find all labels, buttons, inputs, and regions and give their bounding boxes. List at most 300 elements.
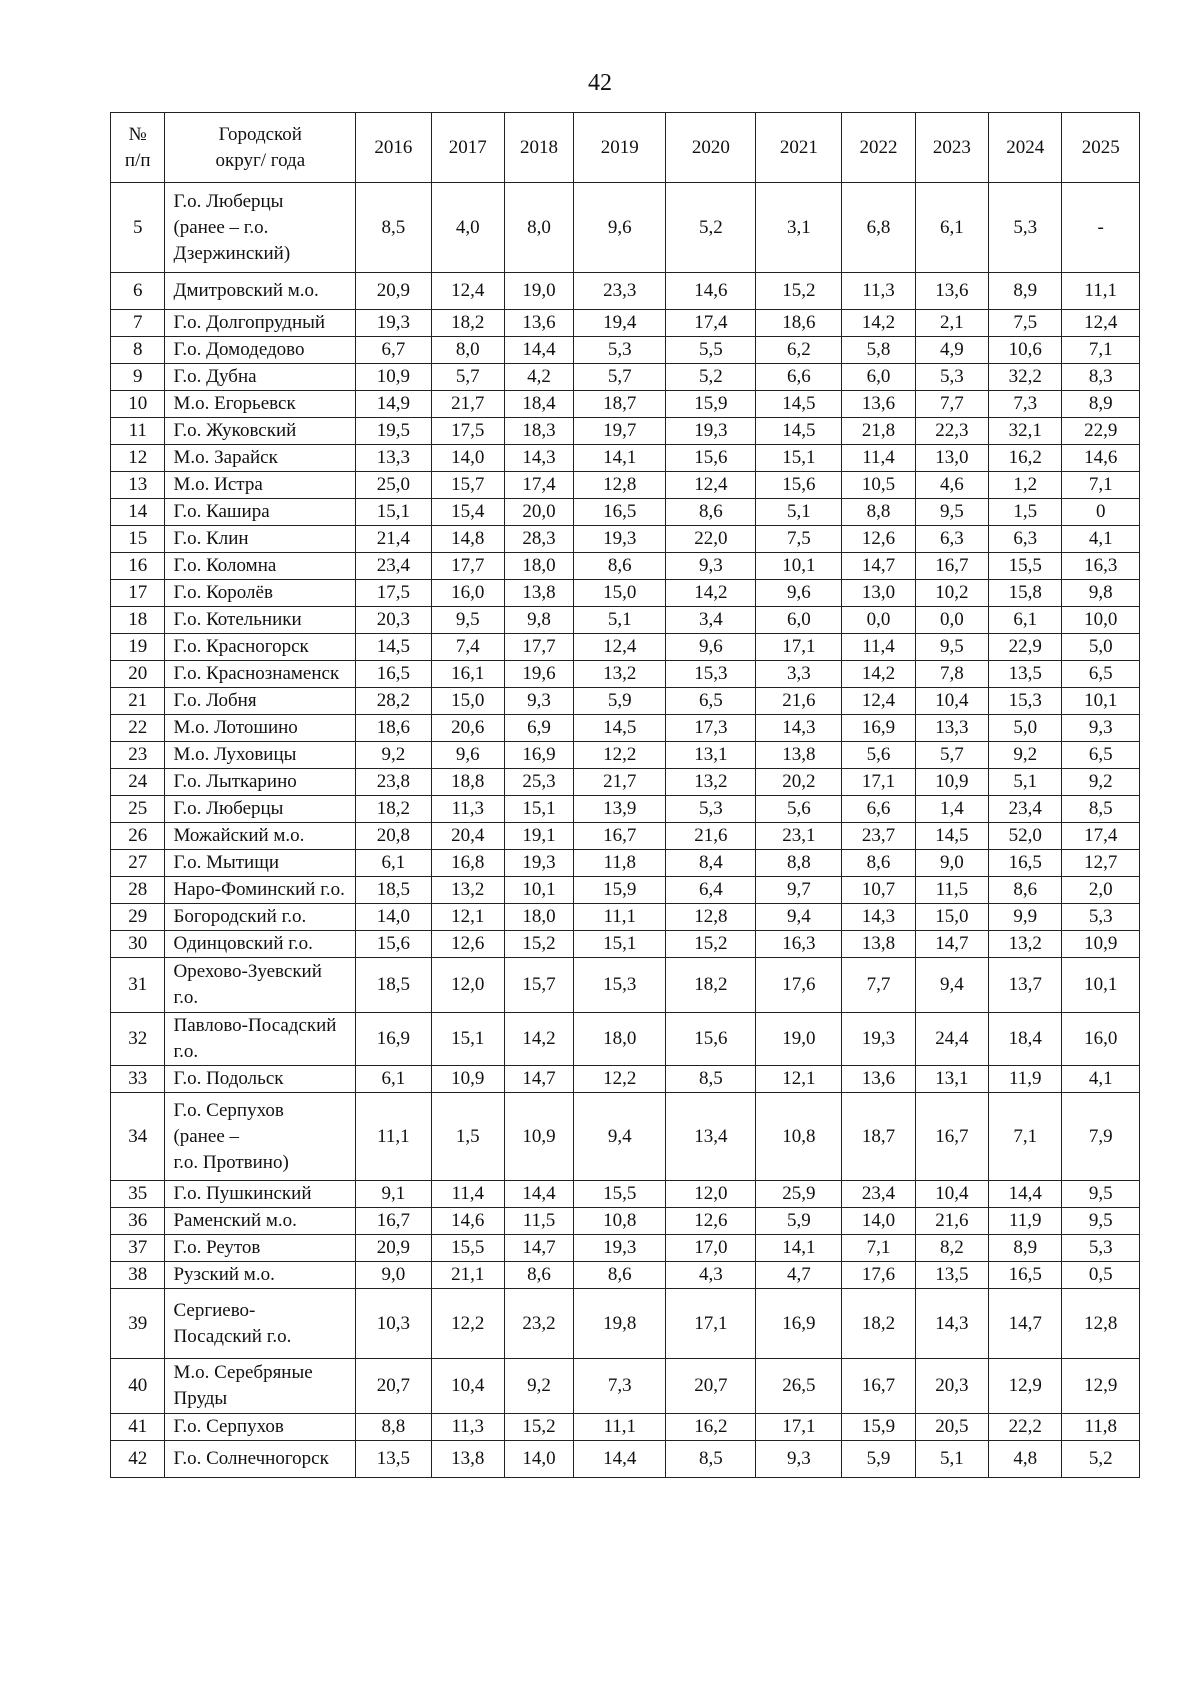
- value-cell: 13,2: [666, 769, 756, 796]
- district-name: Г.о. Люберцы (ранее – г.о. Дзержинский): [165, 183, 356, 273]
- value-cell: 15,9: [842, 1414, 915, 1441]
- value-cell: 14,2: [504, 1013, 573, 1066]
- header-year: 2019: [574, 113, 666, 183]
- row-number: 12: [111, 445, 165, 472]
- value-cell: 19,0: [756, 1013, 842, 1066]
- value-cell: 5,7: [574, 364, 666, 391]
- value-cell: 17,1: [756, 1414, 842, 1441]
- table-row: [111, 1181, 1140, 1208]
- value-cell: 14,4: [989, 1181, 1062, 1208]
- table-row: [111, 472, 1140, 499]
- value-cell: 15,8: [989, 580, 1062, 607]
- row-number: 38: [111, 1262, 165, 1289]
- value-cell: 15,3: [574, 958, 666, 1013]
- row-number: 10: [111, 391, 165, 418]
- table-row: [111, 1013, 1140, 1066]
- value-cell: 15,2: [504, 1414, 573, 1441]
- district-name: Г.о. Пушкинский: [165, 1181, 356, 1208]
- row-number: 8: [111, 337, 165, 364]
- header-year: 2024: [989, 113, 1062, 183]
- table-row: [111, 1093, 1140, 1181]
- value-cell: 11,9: [989, 1208, 1062, 1235]
- district-name: Г.о. Дубна: [165, 364, 356, 391]
- value-cell: 5,1: [989, 769, 1062, 796]
- row-number: 32: [111, 1013, 165, 1066]
- value-cell: 15,7: [431, 472, 504, 499]
- value-cell: 14,5: [574, 715, 666, 742]
- row-number: 25: [111, 796, 165, 823]
- value-cell: 6,5: [1062, 661, 1140, 688]
- value-cell: 18,2: [666, 958, 756, 1013]
- value-cell: 22,9: [989, 634, 1062, 661]
- value-cell: 16,7: [915, 1093, 988, 1181]
- value-cell: 19,6: [504, 661, 573, 688]
- value-cell: 12,2: [431, 1289, 504, 1359]
- value-cell: 10,8: [756, 1093, 842, 1181]
- value-cell: 9,3: [504, 688, 573, 715]
- row-number: 7: [111, 310, 165, 337]
- district-name: Г.о. Серпухов: [165, 1414, 356, 1441]
- table-row: [111, 715, 1140, 742]
- row-number: 11: [111, 418, 165, 445]
- value-cell: 15,3: [666, 661, 756, 688]
- table-row: [111, 904, 1140, 931]
- value-cell: 7,1: [1062, 337, 1140, 364]
- value-cell: 14,0: [504, 1441, 573, 1478]
- value-cell: 10,0: [1062, 607, 1140, 634]
- value-cell: 10,5: [842, 472, 915, 499]
- district-name: Богородский г.о.: [165, 904, 356, 931]
- value-cell: 6,6: [842, 796, 915, 823]
- table-row: [111, 688, 1140, 715]
- value-cell: 19,3: [666, 418, 756, 445]
- value-cell: 6,1: [356, 850, 431, 877]
- value-cell: 9,2: [989, 742, 1062, 769]
- value-cell: 12,4: [666, 472, 756, 499]
- value-cell: 17,5: [431, 418, 504, 445]
- header-year: 2018: [504, 113, 573, 183]
- row-number: 16: [111, 553, 165, 580]
- value-cell: 16,7: [915, 553, 988, 580]
- value-cell: 14,3: [504, 445, 573, 472]
- value-cell: 14,8: [431, 526, 504, 553]
- value-cell: 4,7: [756, 1262, 842, 1289]
- value-cell: 14,1: [574, 445, 666, 472]
- value-cell: 32,2: [989, 364, 1062, 391]
- row-number: 15: [111, 526, 165, 553]
- value-cell: 10,8: [574, 1208, 666, 1235]
- value-cell: 17,1: [842, 769, 915, 796]
- district-name: Сергиево- Посадский г.о.: [165, 1289, 356, 1359]
- value-cell: 15,1: [756, 445, 842, 472]
- value-cell: 25,0: [356, 472, 431, 499]
- value-cell: 23,4: [356, 553, 431, 580]
- value-cell: 6,5: [666, 688, 756, 715]
- value-cell: 22,0: [666, 526, 756, 553]
- value-cell: 12,4: [842, 688, 915, 715]
- value-cell: 7,3: [989, 391, 1062, 418]
- value-cell: 13,2: [574, 661, 666, 688]
- row-number: 14: [111, 499, 165, 526]
- district-name: Г.о. Серпухов (ранее – г.о. Протвино): [165, 1093, 356, 1181]
- value-cell: 10,4: [915, 688, 988, 715]
- district-name: Г.о. Коломна: [165, 553, 356, 580]
- table-row: [111, 418, 1140, 445]
- value-cell: 15,5: [989, 553, 1062, 580]
- value-cell: 17,3: [666, 715, 756, 742]
- header-year: 2022: [842, 113, 915, 183]
- value-cell: 8,5: [356, 183, 431, 273]
- value-cell: 9,5: [1062, 1208, 1140, 1235]
- value-cell: 17,4: [504, 472, 573, 499]
- value-cell: 18,7: [574, 391, 666, 418]
- value-cell: 18,5: [356, 958, 431, 1013]
- value-cell: 14,5: [756, 391, 842, 418]
- value-cell: 7,4: [431, 634, 504, 661]
- value-cell: 28,2: [356, 688, 431, 715]
- value-cell: 19,7: [574, 418, 666, 445]
- value-cell: 0,0: [842, 607, 915, 634]
- value-cell: 10,1: [756, 553, 842, 580]
- table-row: [111, 1289, 1140, 1359]
- value-cell: 13,8: [504, 580, 573, 607]
- value-cell: 10,3: [356, 1289, 431, 1359]
- value-cell: 9,6: [574, 183, 666, 273]
- value-cell: 16,8: [431, 850, 504, 877]
- row-number: 5: [111, 183, 165, 273]
- value-cell: 14,6: [666, 273, 756, 310]
- value-cell: 10,4: [915, 1181, 988, 1208]
- value-cell: 5,5: [666, 337, 756, 364]
- value-cell: 12,2: [574, 742, 666, 769]
- row-number: 28: [111, 877, 165, 904]
- value-cell: 5,1: [756, 499, 842, 526]
- value-cell: 9,4: [756, 904, 842, 931]
- value-cell: 12,8: [666, 904, 756, 931]
- value-cell: 7,1: [1062, 472, 1140, 499]
- value-cell: 18,2: [431, 310, 504, 337]
- table-row: [111, 607, 1140, 634]
- table-row: [111, 742, 1140, 769]
- value-cell: 15,0: [574, 580, 666, 607]
- value-cell: 20,2: [756, 769, 842, 796]
- value-cell: 15,4: [431, 499, 504, 526]
- value-cell: 7,8: [915, 661, 988, 688]
- value-cell: 15,9: [666, 391, 756, 418]
- value-cell: 21,1: [431, 1262, 504, 1289]
- value-cell: 16,3: [1062, 553, 1140, 580]
- value-cell: 9,0: [356, 1262, 431, 1289]
- district-name: Г.о. Реутов: [165, 1235, 356, 1262]
- value-cell: 9,3: [756, 1441, 842, 1478]
- value-cell: 12,9: [989, 1359, 1062, 1414]
- row-number: 42: [111, 1441, 165, 1478]
- value-cell: 16,5: [989, 1262, 1062, 1289]
- value-cell: 3,1: [756, 183, 842, 273]
- row-number: 26: [111, 823, 165, 850]
- district-name: Г.о. Краснознаменск: [165, 661, 356, 688]
- value-cell: 8,3: [1062, 364, 1140, 391]
- value-cell: 14,6: [431, 1208, 504, 1235]
- value-cell: 21,8: [842, 418, 915, 445]
- value-cell: 20,9: [356, 273, 431, 310]
- value-cell: 17,5: [356, 580, 431, 607]
- value-cell: 13,6: [842, 1066, 915, 1093]
- row-number: 19: [111, 634, 165, 661]
- value-cell: 13,2: [431, 877, 504, 904]
- row-number: 20: [111, 661, 165, 688]
- value-cell: 10,4: [431, 1359, 504, 1414]
- value-cell: 13,7: [989, 958, 1062, 1013]
- value-cell: 10,9: [1062, 931, 1140, 958]
- value-cell: 14,2: [666, 580, 756, 607]
- value-cell: 5,8: [842, 337, 915, 364]
- district-name: Г.о. Кашира: [165, 499, 356, 526]
- value-cell: 15,5: [574, 1181, 666, 1208]
- value-cell: 8,6: [666, 499, 756, 526]
- value-cell: 18,3: [504, 418, 573, 445]
- value-cell: 7,7: [842, 958, 915, 1013]
- value-cell: 13,1: [915, 1066, 988, 1093]
- value-cell: 19,0: [504, 273, 573, 310]
- value-cell: 20,4: [431, 823, 504, 850]
- table-row: [111, 310, 1140, 337]
- district-name: Г.о. Лыткарино: [165, 769, 356, 796]
- value-cell: 11,4: [842, 634, 915, 661]
- value-cell: 9,9: [989, 904, 1062, 931]
- value-cell: 15,2: [756, 273, 842, 310]
- district-name: Наро-Фоминский г.о.: [165, 877, 356, 904]
- value-cell: 18,0: [504, 553, 573, 580]
- row-number: 41: [111, 1414, 165, 1441]
- value-cell: 20,7: [666, 1359, 756, 1414]
- district-name: Дмитровский м.о.: [165, 273, 356, 310]
- value-cell: 19,5: [356, 418, 431, 445]
- value-cell: 12,9: [1062, 1359, 1140, 1414]
- value-cell: 8,6: [989, 877, 1062, 904]
- value-cell: 12,7: [1062, 850, 1140, 877]
- table-body: [111, 183, 1140, 1478]
- value-cell: 15,1: [574, 931, 666, 958]
- value-cell: 5,2: [666, 183, 756, 273]
- value-cell: 25,9: [756, 1181, 842, 1208]
- value-cell: 22,9: [1062, 418, 1140, 445]
- table-row: [111, 273, 1140, 310]
- value-cell: 17,1: [666, 1289, 756, 1359]
- value-cell: 12,6: [431, 931, 504, 958]
- value-cell: 20,7: [356, 1359, 431, 1414]
- value-cell: 11,3: [431, 1414, 504, 1441]
- value-cell: 16,1: [431, 661, 504, 688]
- value-cell: 12,6: [666, 1208, 756, 1235]
- value-cell: 0,5: [1062, 1262, 1140, 1289]
- value-cell: 19,4: [574, 310, 666, 337]
- value-cell: 6,9: [504, 715, 573, 742]
- value-cell: 18,4: [504, 391, 573, 418]
- value-cell: 11,4: [431, 1181, 504, 1208]
- district-name: Г.о. Долгопрудный: [165, 310, 356, 337]
- value-cell: 11,8: [1062, 1414, 1140, 1441]
- value-cell: 11,1: [1062, 273, 1140, 310]
- value-cell: 6,1: [989, 607, 1062, 634]
- district-name: Г.о. Люберцы: [165, 796, 356, 823]
- value-cell: 16,2: [666, 1414, 756, 1441]
- value-cell: 12,1: [756, 1066, 842, 1093]
- district-name: Г.о. Подольск: [165, 1066, 356, 1093]
- value-cell: 4,8: [989, 1441, 1062, 1478]
- value-cell: 6,5: [1062, 742, 1140, 769]
- value-cell: 20,0: [504, 499, 573, 526]
- value-cell: 13,6: [504, 310, 573, 337]
- value-cell: 5,3: [574, 337, 666, 364]
- value-cell: 11,5: [504, 1208, 573, 1235]
- value-cell: 4,1: [1062, 1066, 1140, 1093]
- value-cell: 14,1: [756, 1235, 842, 1262]
- table-row: [111, 553, 1140, 580]
- value-cell: 15,6: [666, 1013, 756, 1066]
- value-cell: 11,9: [989, 1066, 1062, 1093]
- value-cell: 14,7: [504, 1235, 573, 1262]
- row-number: 29: [111, 904, 165, 931]
- value-cell: -: [1062, 183, 1140, 273]
- value-cell: 16,5: [356, 661, 431, 688]
- value-cell: 17,7: [431, 553, 504, 580]
- value-cell: 16,9: [842, 715, 915, 742]
- value-cell: 5,6: [842, 742, 915, 769]
- value-cell: 18,2: [842, 1289, 915, 1359]
- value-cell: 9,5: [1062, 1181, 1140, 1208]
- value-cell: 9,1: [356, 1181, 431, 1208]
- value-cell: 21,6: [915, 1208, 988, 1235]
- value-cell: 12,4: [574, 634, 666, 661]
- value-cell: 13,5: [915, 1262, 988, 1289]
- value-cell: 20,8: [356, 823, 431, 850]
- value-cell: 15,5: [431, 1235, 504, 1262]
- value-cell: 8,6: [842, 850, 915, 877]
- value-cell: 14,5: [915, 823, 988, 850]
- value-cell: 14,7: [504, 1066, 573, 1093]
- value-cell: 8,5: [666, 1441, 756, 1478]
- page-number: 42: [588, 70, 612, 96]
- value-cell: 15,6: [666, 445, 756, 472]
- value-cell: 13,3: [356, 445, 431, 472]
- value-cell: 11,3: [431, 796, 504, 823]
- value-cell: 2,0: [1062, 877, 1140, 904]
- value-cell: 15,0: [915, 904, 988, 931]
- value-cell: 9,5: [431, 607, 504, 634]
- district-name: М.о. Зарайск: [165, 445, 356, 472]
- value-cell: 32,1: [989, 418, 1062, 445]
- value-cell: 5,7: [431, 364, 504, 391]
- table-row: [111, 769, 1140, 796]
- value-cell: 6,1: [915, 183, 988, 273]
- header-year: 2023: [915, 113, 988, 183]
- value-cell: 7,5: [989, 310, 1062, 337]
- value-cell: 9,6: [431, 742, 504, 769]
- value-cell: 4,9: [915, 337, 988, 364]
- value-cell: 21,6: [666, 823, 756, 850]
- value-cell: 22,2: [989, 1414, 1062, 1441]
- value-cell: 6,0: [756, 607, 842, 634]
- value-cell: 5,7: [915, 742, 988, 769]
- district-name: Г.о. Клин: [165, 526, 356, 553]
- district-name: Г.о. Лобня: [165, 688, 356, 715]
- value-cell: 14,7: [915, 931, 988, 958]
- value-cell: 12,8: [574, 472, 666, 499]
- value-cell: 13,0: [842, 580, 915, 607]
- value-cell: 4,3: [666, 1262, 756, 1289]
- value-cell: 23,4: [989, 796, 1062, 823]
- value-cell: 16,0: [1062, 1013, 1140, 1066]
- value-cell: 19,3: [574, 1235, 666, 1262]
- table-row: [111, 1359, 1140, 1414]
- value-cell: 14,3: [756, 715, 842, 742]
- value-cell: 9,4: [574, 1093, 666, 1181]
- value-cell: 13,6: [842, 391, 915, 418]
- header-year: 2016: [356, 113, 431, 183]
- value-cell: 3,4: [666, 607, 756, 634]
- district-name: Г.о. Королёв: [165, 580, 356, 607]
- value-cell: 4,6: [915, 472, 988, 499]
- value-cell: 14,2: [842, 310, 915, 337]
- value-cell: 17,7: [504, 634, 573, 661]
- value-cell: 16,9: [756, 1289, 842, 1359]
- district-name: Одинцовский г.о.: [165, 931, 356, 958]
- value-cell: 23,3: [574, 273, 666, 310]
- table-row: [111, 796, 1140, 823]
- value-cell: 9,8: [504, 607, 573, 634]
- value-cell: 16,5: [574, 499, 666, 526]
- value-cell: 16,0: [431, 580, 504, 607]
- value-cell: 5,1: [574, 607, 666, 634]
- row-number: 9: [111, 364, 165, 391]
- value-cell: 12,8: [1062, 1289, 1140, 1359]
- value-cell: 6,1: [356, 1066, 431, 1093]
- value-cell: 7,3: [574, 1359, 666, 1414]
- value-cell: 5,3: [1062, 1235, 1140, 1262]
- row-number: 33: [111, 1066, 165, 1093]
- row-number: 24: [111, 769, 165, 796]
- value-cell: 21,6: [756, 688, 842, 715]
- district-name: Орехово-Зуевский г.о.: [165, 958, 356, 1013]
- value-cell: 20,6: [431, 715, 504, 742]
- value-cell: 14,2: [842, 661, 915, 688]
- value-cell: 9,6: [756, 580, 842, 607]
- value-cell: 5,9: [842, 1441, 915, 1478]
- value-cell: 7,5: [756, 526, 842, 553]
- table-row: [111, 823, 1140, 850]
- table-row: [111, 877, 1140, 904]
- header-num: № п/п: [111, 113, 165, 183]
- value-cell: 19,1: [504, 823, 573, 850]
- value-cell: 24,4: [915, 1013, 988, 1066]
- value-cell: 10,9: [504, 1093, 573, 1181]
- value-cell: 14,7: [989, 1289, 1062, 1359]
- value-cell: 10,2: [915, 580, 988, 607]
- value-cell: 11,1: [574, 1414, 666, 1441]
- value-cell: 14,0: [431, 445, 504, 472]
- district-name: Г.о. Мытищи: [165, 850, 356, 877]
- value-cell: 5,0: [1062, 634, 1140, 661]
- value-cell: 5,3: [666, 796, 756, 823]
- row-number: 17: [111, 580, 165, 607]
- value-cell: 7,1: [842, 1235, 915, 1262]
- value-cell: 17,6: [756, 958, 842, 1013]
- value-cell: 8,6: [504, 1262, 573, 1289]
- value-cell: 1,5: [431, 1093, 504, 1181]
- value-cell: 11,4: [842, 445, 915, 472]
- value-cell: 5,2: [1062, 1441, 1140, 1478]
